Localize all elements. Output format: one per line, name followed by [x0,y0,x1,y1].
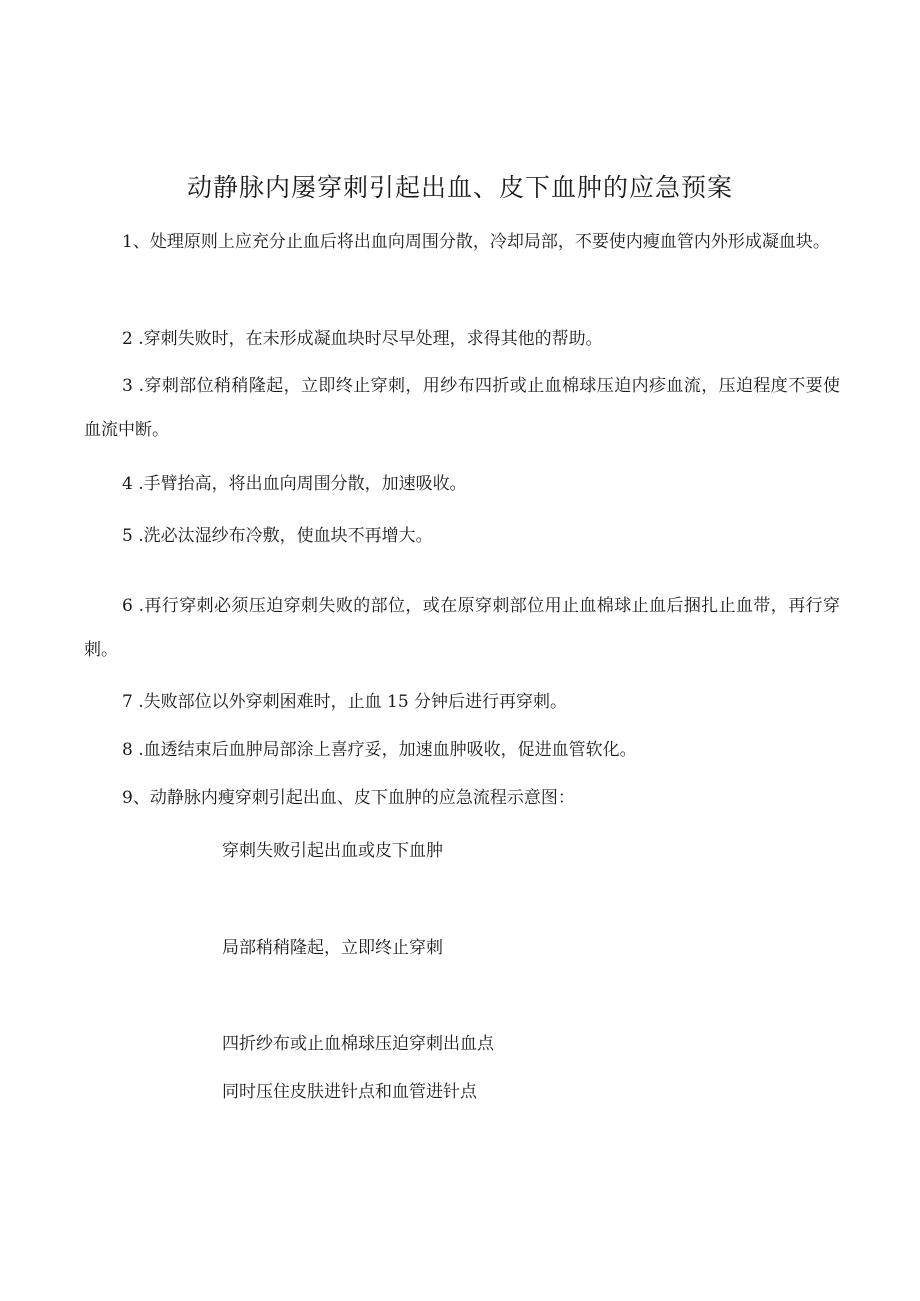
paragraph-item-5: 5 .洗必汰湿纱布冷敷，使血块不再增大。 [122,526,433,546]
paragraph-item-2: 2 .穿刺失败时，在未形成凝血块时尽早处理，求得其他的帮助。 [122,329,603,349]
paragraph-item-3: 3 .穿刺部位稍稍隆起，立即终止穿刺，用纱布四折或止血棉球压迫内疹血流，压迫程度不要使血流中断。 [84,376,840,440]
paragraph-item-4: 4 .手臂抬高，将出血向周围分散，加速吸收。 [122,474,467,494]
flow-step-3: 四折纱布或止血棉球压迫穿刺出血点 [222,1034,494,1054]
paragraph-item-9: 9、动静脉内瘦穿刺引起出血、皮下血肿的应急流程示意图： [122,788,575,808]
flow-step-4: 同时压住皮肤进针点和血管进针点 [222,1082,477,1102]
flow-step-1: 穿刺失败引起出血或皮下血肿 [222,841,443,861]
flow-step-2: 局部稍稍隆起，立即终止穿刺 [222,938,443,958]
paragraph-item-6: 6 .再行穿刺必须压迫穿刺失败的部位，或在原穿刺部位用止血棉球止血后捆扎止血带，再行穿刺。 [84,596,840,660]
paragraph-item-7: 7 .失败部位以外穿刺困难时，止血 15 分钟后进行再穿刺。 [122,692,568,712]
document-title: 动静脉内屡穿刺引起出血、皮下血肿的应急预案 [186,173,733,202]
paragraph-item-1: 1、处理原则上应充分止血后将出血向周围分散，冷却局部，不要使内瘦血管内外形成凝血块。 [122,232,830,252]
paragraph-item-8: 8 .血透结束后血肿局部涂上喜疗妥，加速血肿吸收，促进血管软化。 [122,740,637,760]
